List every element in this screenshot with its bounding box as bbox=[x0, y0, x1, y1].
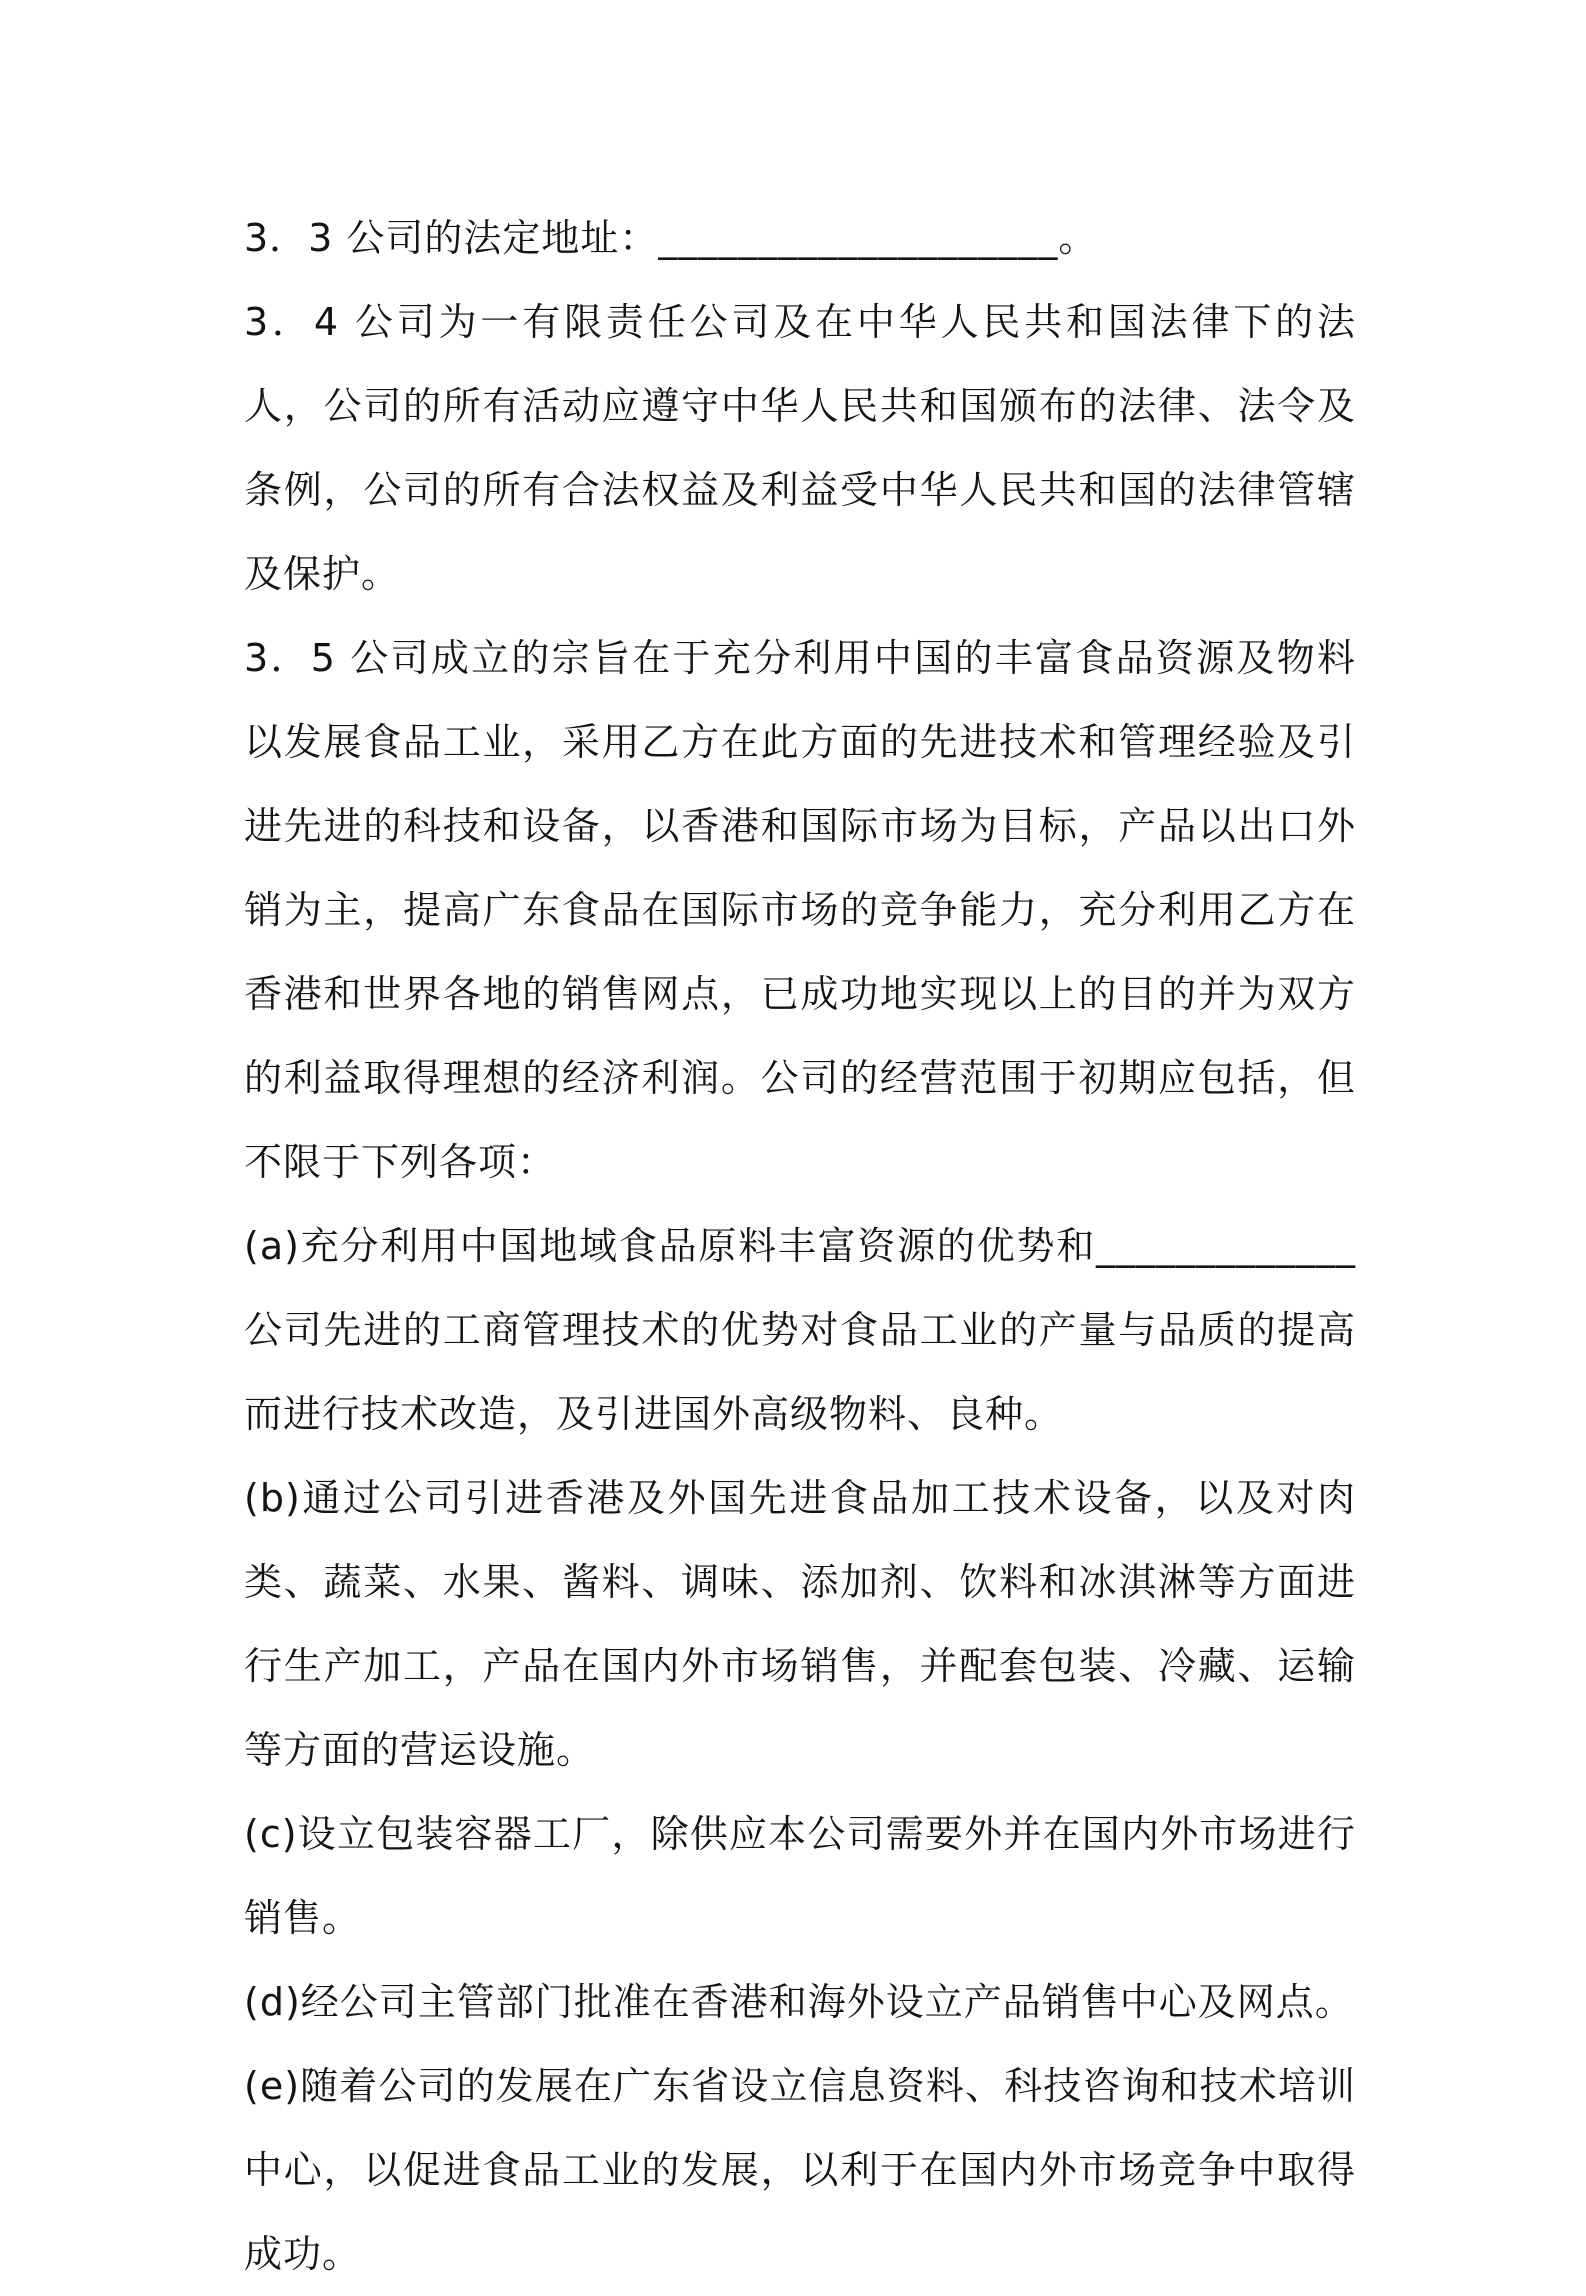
clause-3-4-legal-status: 3．4 公司为一有限责任公司及在中华人民共和国法律下的法人，公司的所有活动应遵守中华人民共和国颁布的法律、法令及条例，公司的所有合法权益及利益受中华人民共和国的法律管辖及保护。 bbox=[244, 300, 1356, 596]
scope-item-b: (b)通过公司引进香港及外国先进食品加工技术设备，以及对肉类、蔬菜、水果、酱料、调味、添加剂、饮料和冰淇淋等方面进行生产加工，产品在国内外市场销售，并配套包装、冷藏、运输等方面的营运设施。 bbox=[244, 1476, 1356, 1772]
scope-item-d: (d)经公司主管部门批准在香港和海外设立产品销售中心及网点。 bbox=[244, 1980, 1354, 2024]
document-body bbox=[244, 196, 1356, 2296]
scope-item-a: (a)充分利用中国地域食品原料丰富资源的优势和_____________公司先进的工商管理技术的优势对食品工业的产量与品质的提高而进行技术改造，及引进国外高级物料、良种。 bbox=[244, 1224, 1356, 1436]
scope-item-e: (e)随着公司的发展在广东省设立信息资料、科技咨询和技术培训中心，以促进食品工业的发展，以利于在国内外市场竞争中取得成功。 bbox=[244, 2064, 1356, 2276]
clause-3-3-legal-address: 3．3 公司的法定地址：____________________。 bbox=[244, 216, 1098, 260]
scope-item-c: (c)设立包装容器工厂，除供应本公司需要外并在国内外市场进行销售。 bbox=[244, 1812, 1356, 1940]
clause-3-5-purpose-and-scope: 3．5 公司成立的宗旨在于充分利用中国的丰富食品资源及物料以发展食品工业，采用乙方在此方面的先进技术和管理经验及引进先进的科技和设备，以香港和国际市场为目标，产品以出口外销为主，提高广东食品在国际市场的竞争能力，充分利用乙方在香港和世界各地的销售网点，已成功地实现以上的目的并为双方的利益取得理想的经济利润。公司的经营范围于初期应包括，但不限于下列各项： bbox=[244, 636, 1356, 1184]
